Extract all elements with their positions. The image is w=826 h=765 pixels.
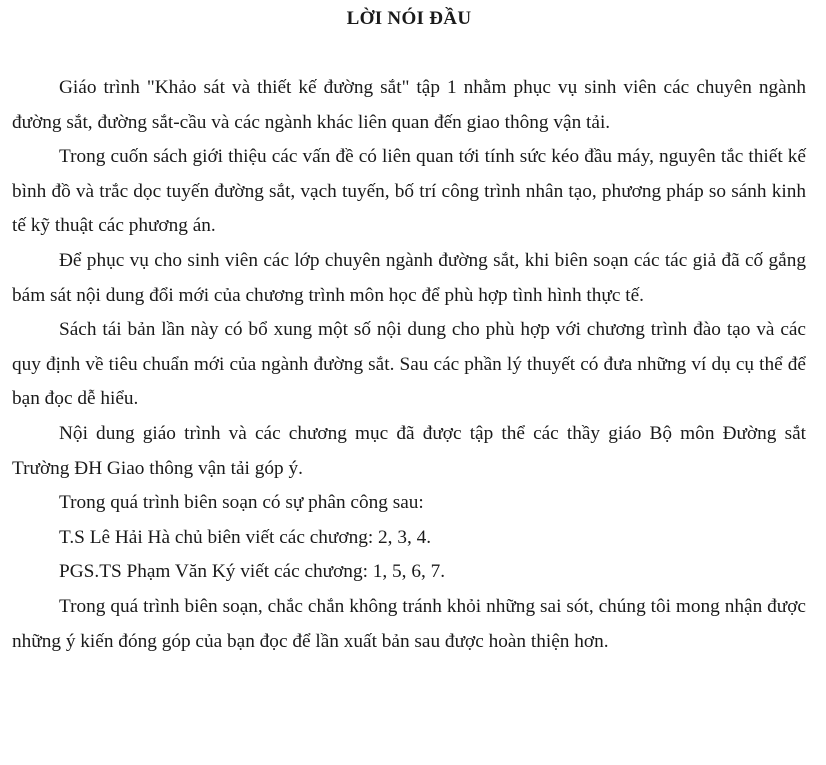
paragraph-contents: Trong cuốn sách giới thiệu các vấn đề có liên quan tới tính sức kéo đầu máy, nguyên tắc thiết kế bình đồ và trắc dọc tuyến đường sắt, vạch tuyến, bố trí công trình nhân tạo, phương pháp so sánh kinh tế kỹ thuật các phương án. <box>12 146 806 237</box>
paragraph-author-2: PGS.TS Phạm Văn Ký viết các chương: 1, 5, 6, 7. <box>59 561 446 583</box>
paragraph-author-1: T.S Lê Hải Hà chủ biên viết các chương: 2, 3, 4. <box>59 526 432 548</box>
paragraph-closing: Trong quá trình biên soạn, chắc chắn không tránh khỏi những sai sót, chúng tôi mong nhận được những ý kiến đóng góp của bạn đọc để lần xuất bản sau được hoàn thiện hơn. <box>12 595 806 652</box>
paragraph-assignment-intro: Trong quá trình biên soạn có sự phân công sau: <box>59 492 424 514</box>
paragraph-reprint: Sách tái bản lần này có bổ xung một số nội dung cho phù hợp với chương trình đào tạo và các quy định về tiêu chuẩn mới của ngành đường sắt. Sau các phần lý thuyết có đưa những ví dụ cụ thể để bạn đọc dễ hiểu. <box>12 319 806 410</box>
paragraph-review: Nội dung giáo trình và các chương mục đã được tập thể các thầy giáo Bộ môn Đường sắt Trường ĐH Giao thông vận tải góp ý. <box>12 422 806 479</box>
paragraph-purpose: Giáo trình "Khảo sát và thiết kế đường sắt" tập 1 nhằm phục vụ sinh viên các chuyên ngành đường sắt, đường sắt-cầu và các ngành khác liên quan đến giao thông vận tải. <box>12 77 806 133</box>
paragraph-curriculum: Để phục vụ cho sinh viên các lớp chuyên ngành đường sắt, khi biên soạn các tác giả đã cố gắng bám sát nội dung đổi mới của chương trình môn học để phù hợp tình hình thực tế. <box>12 249 806 306</box>
document-title: LỜI NÓI ĐẦU <box>346 8 472 29</box>
